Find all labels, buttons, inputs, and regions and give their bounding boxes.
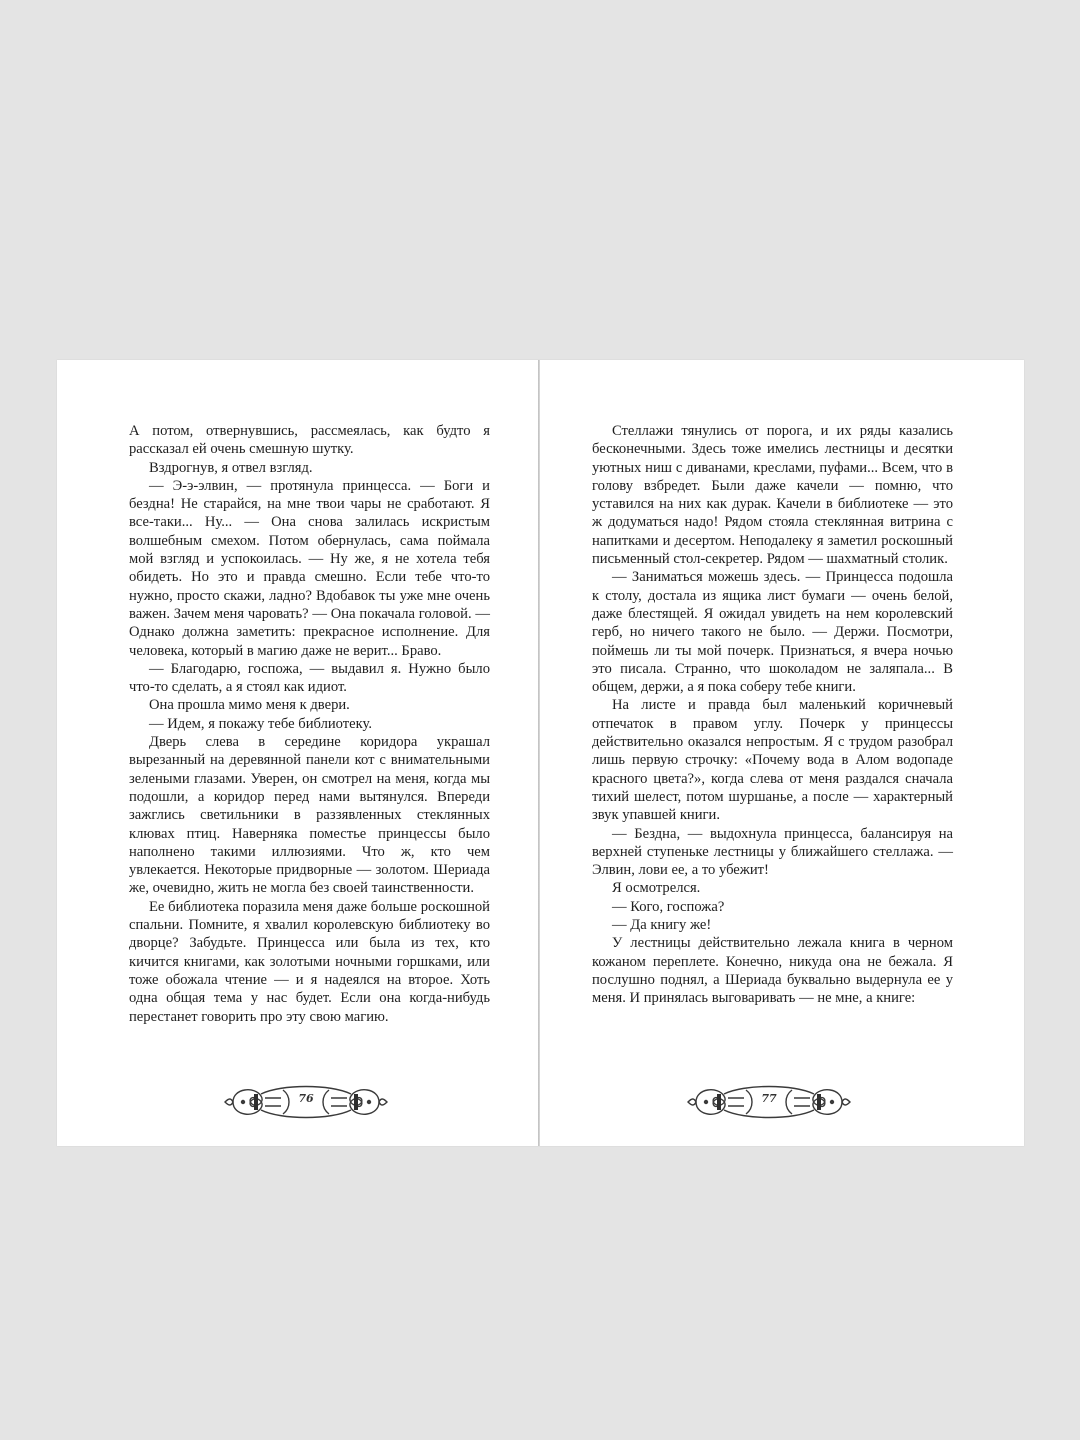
paragraph: — Идем, я покажу тебе библиотеку. [149,715,372,732]
paragraph: Я осмотрелся. [612,880,701,897]
paragraph: Стеллажи тянулись от порога, и их ряды казались бесконечными. Здесь тоже имелись лестницы и десятки уютных ниш с диванами, креслами, пуфами... Всем, что в голову взбредет. Были даже качели — помню, что уставился на них как дурак. Качели в библиотеке — это ж додуматься надо! Рядом стояла стеклянная витрина с напитками и десертом. Неподалеку я заметил роскошный письменный стол-секретер. Рядом — шахматный столик. [592,423,953,568]
right-page-text [592,422,953,1008]
paragraph: — Э-э-элвин, — протянула принцесса. — Боги и бездна! Не старайся, на мне твои чары не сработают. Я все-таки... Ну... — Она снова залилась искристым волшебным смехом. Потом обернулась, сама поймала мой взгляд и успокоилась. — Ну же, я не хотела тебя обидеть. Но это и правда смешно. Если тебе что-то нужно, просто скажи, ладно? Вдобавок ты уже мне очень важен. Зачем меня чаровать? — Она покачала головой. — Однако должна заметить: прекрасное исполнение. Для человека, который в магию даже не верит... Браво. [129,477,490,659]
page-number: 77 [761,1092,777,1105]
paragraph: На листе и правда был маленький коричневый отпечаток в правом углу. Почерк у принцессы действительно оказался непростым. Я с трудом разобрал лишь первую строчку: «Почему вода в Алом водопаде красного цвета?», когда слева от меня раздался сначала тихий шелест, потом шуршанье, а после — характерный звук упавшей книги. [592,697,953,824]
book-gutter [538,360,540,1146]
left-page-text [129,422,490,1026]
paragraph: Дверь слева в середине коридора украшал вырезанный на деревянной панели кот с внимательными зелеными глазами. Уверен, он смотрел на меня, когда мы подошли, а коридор перед нами вытянулся. Впереди зажглись светильники в раззявленных стеклянных клювах птиц. Наверняка поместье принцессы было наполнено такими иллюзиями. Что ж, кто чем увлекается. Некоторые придворные — золотом. Шериада же, очевидно, жить не могла без своей таинственности. [129,734,490,897]
paragraph: А потом, отвернувшись, рассмеялась, как будто я рассказал ей очень смешную шутку. [129,423,490,458]
book-spread [57,360,1024,1146]
paragraph: — Кого, госпожа? [612,898,725,915]
paragraph: У лестницы действительно лежала книга в черном кожаном переплете. Конечно, никуда она не бежала. Я послушно поднял, а Шериада буквально выдернула ее у меня. И принялась выговаривать — не мне, а книге: [592,935,953,1007]
page-number: 76 [298,1092,314,1105]
paragraph: — Да книгу же! [612,917,712,934]
page-number-ornament-left [221,1080,391,1124]
paragraph: — Благодарю, госпожа, — выдавил я. Нужно было что-то сделать, а я стоял как идиот. [129,660,490,696]
paragraph: — Заниматься можешь здесь. — Принцесса подошла к столу, достала из ящика лист бумаги — очень белой, даже блестящей. Я ожидал увидеть на нем королевский герб, но ничего такого не было. — Держи. Посмотри, поймешь ли ты мой почерк. Признаться, я вчера ночью это писала. Странно, что шоколадом не заляпала... В общем, держи, а я пока соберу тебе книги. [592,569,953,696]
paragraph: Она прошла мимо меня к двери. [149,697,350,714]
paragraph: Вздрогнув, я отвел взгляд. [149,459,313,476]
paragraph: Ее библиотека поразила меня даже больше роскошной спальни. Помните, я хвалил королевскую библиотеку во дворце? Забудьте. Принцесса или была из тех, кто кичится книгами, как золотыми ночными горшками, или тоже обожала чтение — и я надеялся на второе. Хоть одна общая тема у нас будет. Если она когда-нибудь перестанет говорить про эту свою магию. [129,898,490,1025]
paragraph: — Бездна, — выдохнула принцесса, балансируя на верхней ступеньке лестницы у ближайшего стеллажа. — Элвин, лови ее, а то убежит! [592,825,953,879]
page-number-ornament-right [684,1080,854,1124]
